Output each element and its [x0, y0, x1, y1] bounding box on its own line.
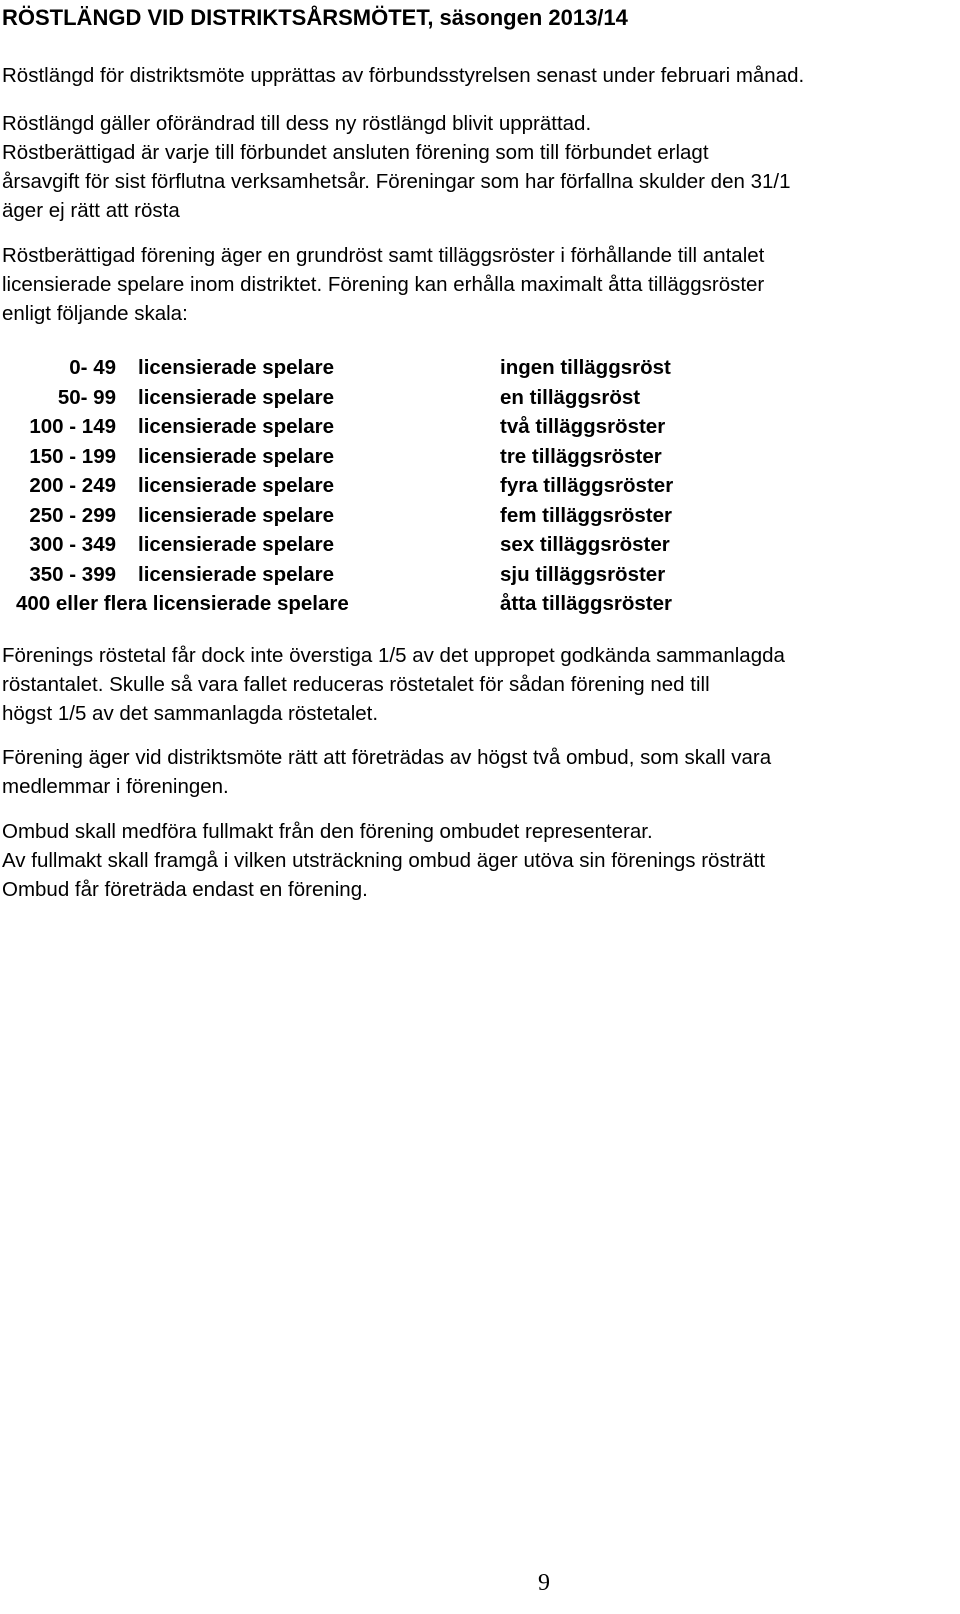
scale-votes: fem tilläggsröster — [500, 503, 673, 527]
text-line: Röstlängd för distriktsmöte upprättas av förbundsstyrelsen senast under februari månad. — [2, 64, 805, 87]
scale-range: 50- 99 — [57, 385, 116, 409]
text-line: Förening äger vid distriktsmöte rätt att företrädas av högst två ombud, som skall vara — [2, 746, 772, 769]
text-line: Ombud skall medföra fullmakt från den förening ombudet representerar. — [2, 820, 653, 843]
text-line: Förenings röstetal får dock inte överstiga 1/5 av det uppropet godkända sammanlagda — [2, 644, 785, 667]
text-line: Ombud får företräda endast en förening. — [2, 878, 368, 901]
scale-range: 0- 49 — [69, 356, 116, 379]
scale-row — [0, 383, 720, 413]
scale-description: licensierade spelare — [138, 356, 335, 379]
scale-description: licensierade spelare — [138, 474, 335, 497]
paragraph-vote-cap — [2, 641, 785, 728]
scale-row — [0, 412, 720, 442]
text-line: Av fullmakt skall framgå i vilken utsträckning ombud äger utöva sin förenings rösträtt — [2, 849, 766, 872]
scale-description: licensierade spelare — [138, 444, 335, 468]
scale-votes: sju tilläggsröster — [500, 562, 666, 586]
text-line: enligt följande skala: — [2, 302, 188, 325]
text-line: Röstlängd gäller oförändrad till dess ny röstlängd blivit upprättad. — [2, 112, 592, 135]
scale-votes: tre tilläggsröster — [500, 444, 662, 468]
text-line: licensierade spelare inom distriktet. Förening kan erhålla maximalt åtta tilläggsröster — [2, 273, 765, 296]
scale-range: 350 - 399 — [29, 562, 116, 586]
scale-description: licensierade spelare — [138, 415, 335, 438]
scale-votes: sex tilläggsröster — [500, 533, 670, 556]
scale-range: 250 - 299 — [29, 503, 116, 527]
text-line: högst 1/5 av det sammanlagda röstetalet. — [2, 702, 379, 725]
scale-range: 200 - 249 — [29, 474, 116, 497]
scale-row — [0, 530, 720, 560]
scale-description: licensierade spelare — [138, 385, 335, 409]
scale-votes: en tilläggsröst — [500, 385, 641, 409]
scale-votes: ingen tilläggsröst — [500, 356, 671, 379]
scale-votes: åtta tilläggsröster — [500, 592, 673, 615]
scale-row — [0, 501, 720, 531]
text-line: årsavgift för sist förflutna verksamhetsår. Föreningar som har förfallna skulder den 31/1 — [2, 170, 791, 193]
scale-row — [0, 560, 720, 590]
paragraph-proxy — [2, 817, 765, 904]
scale-row — [0, 442, 720, 472]
scale-votes: fyra tilläggsröster — [500, 474, 674, 497]
scale-description: licensierade spelare — [138, 503, 335, 527]
scale-range: 300 - 349 — [29, 533, 116, 556]
scale-range: 100 - 149 — [29, 415, 116, 438]
scale-votes: två tilläggsröster — [500, 415, 666, 438]
text-line: Röstberättigad förening äger en grundröst samt tilläggsröster i förhållande till antalet — [2, 244, 765, 267]
page-number: 9 — [538, 1570, 550, 1596]
vote-scale-table — [0, 353, 720, 619]
text-line: äger ej rätt att rösta — [2, 199, 180, 222]
scale-row-last — [0, 589, 720, 619]
scale-row — [0, 471, 720, 501]
text-line: Röstberättigad är varje till förbundet ansluten förening som till förbundet erlagt — [2, 141, 709, 164]
paragraph-voter-roll-prepared — [2, 61, 804, 90]
scale-range: 150 - 199 — [29, 444, 116, 468]
scale-range-description: 400 eller flera licensierade spelare — [16, 592, 349, 615]
scale-description: licensierade spelare — [138, 562, 335, 586]
text-line: medlemmar i föreningen. — [2, 775, 229, 798]
paragraph-additional-votes — [2, 241, 764, 328]
document-title: RÖSTLÄNGD VID DISTRIKTSÅRSMÖTET, säsongen 2013/14 — [2, 5, 628, 30]
text-line: röstantalet. Skulle så vara fallet reduceras röstetalet för sådan förening ned till — [2, 673, 710, 696]
paragraph-voting-eligibility — [2, 109, 790, 225]
scale-description: licensierade spelare — [138, 533, 335, 556]
paragraph-delegates — [2, 743, 771, 801]
scale-row — [0, 353, 720, 383]
